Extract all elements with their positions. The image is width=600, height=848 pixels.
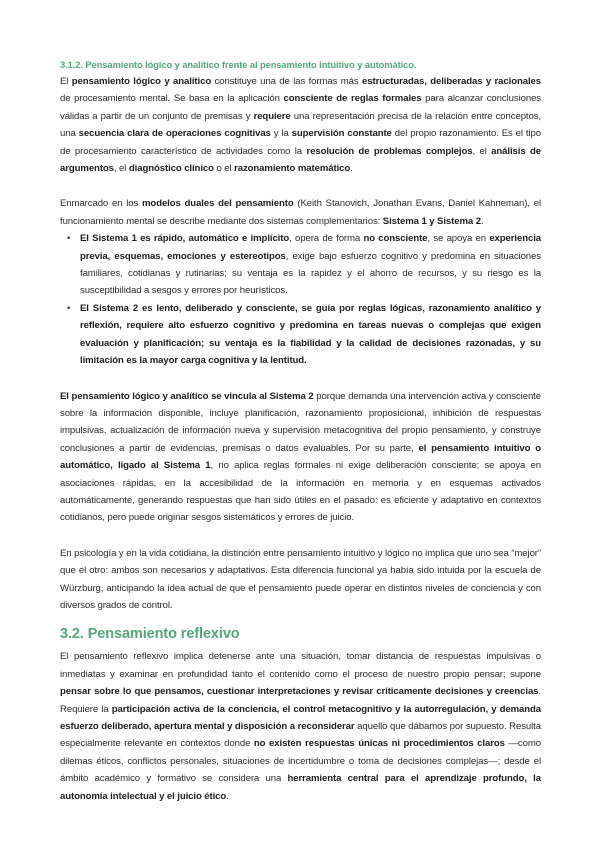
paragraph-reflective-thinking xyxy=(60,648,541,805)
bold-text: pensamiento lógico y analítico xyxy=(71,76,212,87)
bold-text: El Sistema 2 es lento, deliberado y consciente, se guía por reglas lógicas, razonamiento analítico y reflexión, requiere alto esfuerzo cognitivo y predomina en tareas nuevas o complejas que exigen evaluación y planificación; su ventaja es la fiabilidad y la calidad de decisiones razonadas, y su limitación es la mayor carga cognitiva y la lentitud. xyxy=(80,302,541,367)
systems-list xyxy=(60,230,541,369)
bold-text: diagnóstico clínico xyxy=(128,163,214,175)
bold-text: requiere xyxy=(253,110,291,122)
text-run: Enmarcado en los xyxy=(60,198,142,210)
bold-text: secuencia clara de operaciones cognitivas xyxy=(78,128,271,140)
text-run: En psicología y en la vida cotidiana, la distinción entre pensamiento intuitivo y lógico no implica que uno sea “mejor” que el otro: ambos son necesarios y adaptativos. Esta diferencia funcional ya había sido intuida por la escuela de Würzburg, anticipando la idea actual de que el pensamiento puede operar en distintos niveles de conciencia y con diversos grados de control. xyxy=(60,547,541,611)
bold-text: estructuradas, deliberadas y racionales xyxy=(362,76,542,87)
text-run: para alcanzar conclusiones válidas a partir de un conjunto de premisas y xyxy=(60,93,542,122)
text-run: , exige bajo esfuerzo cognitivo y predomina en situaciones familiares, cotidianas y rutinarias; su ventaja es la rapidez y el ahorro de recursos, y su riesgo es la susceptibilidad a sesgos y errores por heurísticos. xyxy=(80,250,541,297)
paragraph-dual-models xyxy=(60,195,541,230)
text-run: y la xyxy=(270,128,292,140)
text-run: , el xyxy=(113,163,129,175)
text-run: , el xyxy=(472,145,492,157)
text-run: de procesamiento mental. Se basa en la aplicación xyxy=(60,93,284,105)
section-heading-3-1-2: 3.1.2. Pensamiento lógico y analítico frente al pensamiento intuitivo y automático. xyxy=(60,59,417,70)
bullet-icon: • xyxy=(67,233,71,245)
bold-text: consciente de reglas formales xyxy=(283,93,422,105)
bold-text: supervisión constante xyxy=(291,128,392,140)
bold-text: el pensamiento intuitivo o automático, ligado al Sistema 1 xyxy=(60,442,542,472)
bold-text: no consciente xyxy=(363,233,428,245)
bold-text: El Sistema 1 es rápido, automático e implícito xyxy=(80,233,290,245)
text-run: constituye una de las formas más xyxy=(211,76,363,87)
text-run: El pensamiento reflexivo implica detenerse ante una situación, tomar distancia de respuestas impulsivas o inmediatas y examinar en profundidad tanto el contenido como el proceso de nuestro propio pensar; supone xyxy=(60,651,541,680)
bold-text: razonamiento matemático xyxy=(234,163,351,175)
text-run: , opera de forma xyxy=(289,233,364,245)
bold-text: análisis de argumentos xyxy=(60,145,542,175)
text-run: . xyxy=(480,215,484,227)
paragraph-system-2-link xyxy=(60,388,541,527)
bold-text: experiencia previa, esquemas, emociones y estereotipos xyxy=(80,233,542,262)
text-run: El xyxy=(60,76,72,87)
document-page xyxy=(60,58,541,805)
bold-text: pensar sobre lo que pensamos, cuestionar interpretaciones y revisar críticamente decisiones y creencias xyxy=(60,686,539,698)
list-item-system-1 xyxy=(67,230,542,300)
text-run: porque demanda una intervención activa y consciente sobre la información disponible, incluye planificación, razonamiento proposicional, inhibición de respuestas impulsivas, actualización de información nueva y supervisión metacognitiva del propio pensamiento, y construye conclusiones a partir de evidencias, premisas o datos evaluables. Por su parte, xyxy=(60,390,541,454)
text-run: . xyxy=(226,790,229,802)
text-run: una representación precisa de la relación entre conceptos, una xyxy=(60,110,541,140)
bold-text: no existen respuestas únicas ni procedimientos claros xyxy=(253,738,505,750)
list-item-text xyxy=(80,303,541,366)
list-item-text xyxy=(80,233,541,296)
bold-text: modelos duales del pensamiento xyxy=(142,198,294,210)
text-run: , se apoya en xyxy=(427,233,490,245)
text-run: o el xyxy=(213,163,235,175)
text-run: aquello que dábamos por supuesto. Resulta especialmente relevante en contextos donde xyxy=(60,721,541,750)
bold-text: herramienta central para el aprendizaje profundo, la autonomía intelectual y el juicio ético xyxy=(60,773,541,802)
paragraph-distinction xyxy=(60,545,541,615)
paragraph-logical-thinking xyxy=(60,73,541,177)
list-item-system-2 xyxy=(67,300,541,370)
text-run: —como dilemas éticos, conflictos personales, situaciones de incertidumbre o toma de decisiones complejas—; desde el ámbito académico y formativo se considera una xyxy=(60,738,541,785)
bullet-icon: • xyxy=(67,302,71,314)
text-run: . xyxy=(350,163,353,175)
section-heading-3-2: 3.2. Pensamiento reflexivo xyxy=(60,626,240,643)
bold-text: participación activa de la conciencia, el control metacognitivo y la autorregulación, y demanda esfuerzo deliberado, apertura mental y disposición a reconsiderar xyxy=(60,703,542,732)
text-run: . Requiere la xyxy=(60,686,541,715)
bold-text: El pensamiento lógico y analítico se vincula al Sistema 2 xyxy=(60,390,314,402)
text-run: (Keith Stanovich, Jonathan Evans, Daniel Kahneman), el funcionamiento mental se describe mediante dos sistemas complementarios: xyxy=(60,198,541,227)
bold-text: resolución de problemas complejos xyxy=(306,145,473,157)
text-run: del propio razonamiento. Es el tipo de procesamiento característico de actividades como la xyxy=(60,128,541,157)
text-run: , no aplica reglas formales ni exige deliberación consciente; se apoya en asociaciones rápidas, en la accesibilidad de la información en memoria y en esquemas activados automáticamente, generando respuestas que han sido útiles en el pasado: es eficiente y adaptativo en contextos cotidianos, pero puede originar sesgos sistemáticos y errores de juicio. xyxy=(60,460,542,524)
bold-text: Sistema 1 y Sistema 2 xyxy=(382,215,481,227)
